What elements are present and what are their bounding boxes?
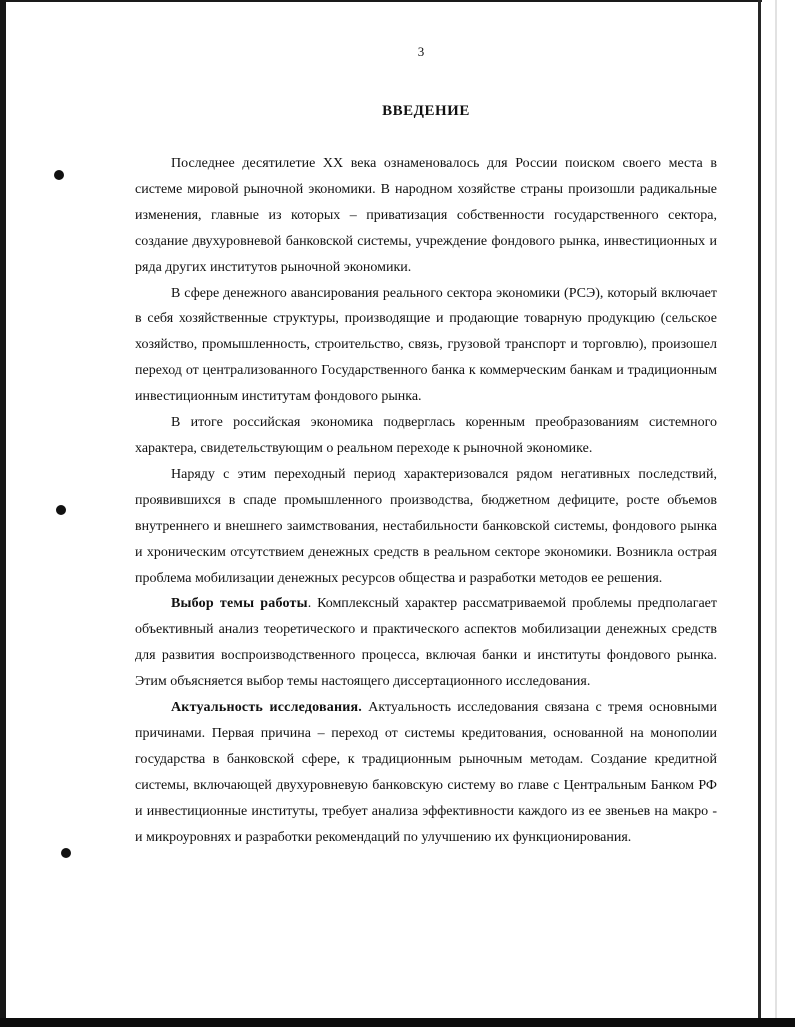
scan-border-left <box>0 0 6 1027</box>
punch-hole <box>56 505 66 515</box>
punch-hole <box>54 170 64 180</box>
page-title: ВВЕДЕНИЕ <box>382 103 470 119</box>
scan-border-bottom <box>0 1018 795 1027</box>
paragraph-lead: Выбор темы работы <box>171 596 308 612</box>
page-number: 3 <box>417 44 425 59</box>
paragraph <box>135 281 717 411</box>
paragraph-text: Последнее десятилетие XX века ознаменовалось для России поиском своего места в системе мировой рыночной экономики. В народном хозяйстве страны произошли радикальные изменения, главные из которых – приватизация собственности государственного сектора, создание двухуровневой банковской системы, учреждение фондового рынка, инвестиционных и ряда других институтов рыночной экономики. <box>135 156 717 275</box>
body-text <box>135 151 717 850</box>
scan-edge-right <box>775 0 777 1027</box>
scan-border-top <box>0 0 762 2</box>
paragraph <box>135 410 717 462</box>
paragraph <box>135 591 717 695</box>
punch-hole <box>61 848 71 858</box>
paragraph <box>135 151 717 281</box>
paragraph-text: Актуальность исследования связана с тремя основными причинами. Первая причина – переход от системы кредитования, основанной на монополии государства в банковской сфере, к традиционным рыночным методам. Создание кредитной системы, включающей двухуровневую банковскую систему во главе с Центральным Банком РФ и инвестиционные институты, требует анализа эффективности каждого из ее звеньев на макро - и микроуровнях и разработки рекомендаций по улучшению их функционирования. <box>135 700 717 845</box>
paragraph-text: В итоге российская экономика подверглась коренным преобразованиям системного характера, свидетельствующим о реальном переходе к рыночной экономике. <box>135 415 717 456</box>
paragraph-text: Наряду с этим переходный период характеризовался рядом негативных последствий, проявившихся в спаде промышленного производства, бюджетном дефиците, росте объемов внутреннего и внешнего заимствования, нестабильности банковской системы, фондового рынка и хроническим отсутствием денежных средств в реальном секторе экономики. Возникла острая проблема мобилизации денежных ресурсов общества и разработки методов ее решения. <box>135 466 717 586</box>
paragraph <box>135 462 717 592</box>
paragraph-lead: Актуальность исследования. <box>171 700 362 716</box>
paragraph <box>135 695 717 850</box>
paragraph-text: . Комплексный характер рассматриваемой проблемы предполагает объективный анализ теоретического и практического аспектов мобилизации денежных средств для развития воспроизводственного процесса, включая банки и институты фондового рынка. Этим объясняется выбор темы настоящего диссертационного исследования. <box>135 596 718 690</box>
paragraph-text: В сфере денежного авансирования реального сектора экономики (РСЭ), который включает в себя хозяйственные структуры, производящие и продающие товарную продукцию (сельское хозяйство, промышленность, строительство, связь, грузовой транспорт и торговлю), произошел переход от централизованного Государственного банка к коммерческим банкам и традиционным инвестиционным институтам фондового рынка. <box>135 285 717 405</box>
scan-border-right <box>758 0 761 1027</box>
